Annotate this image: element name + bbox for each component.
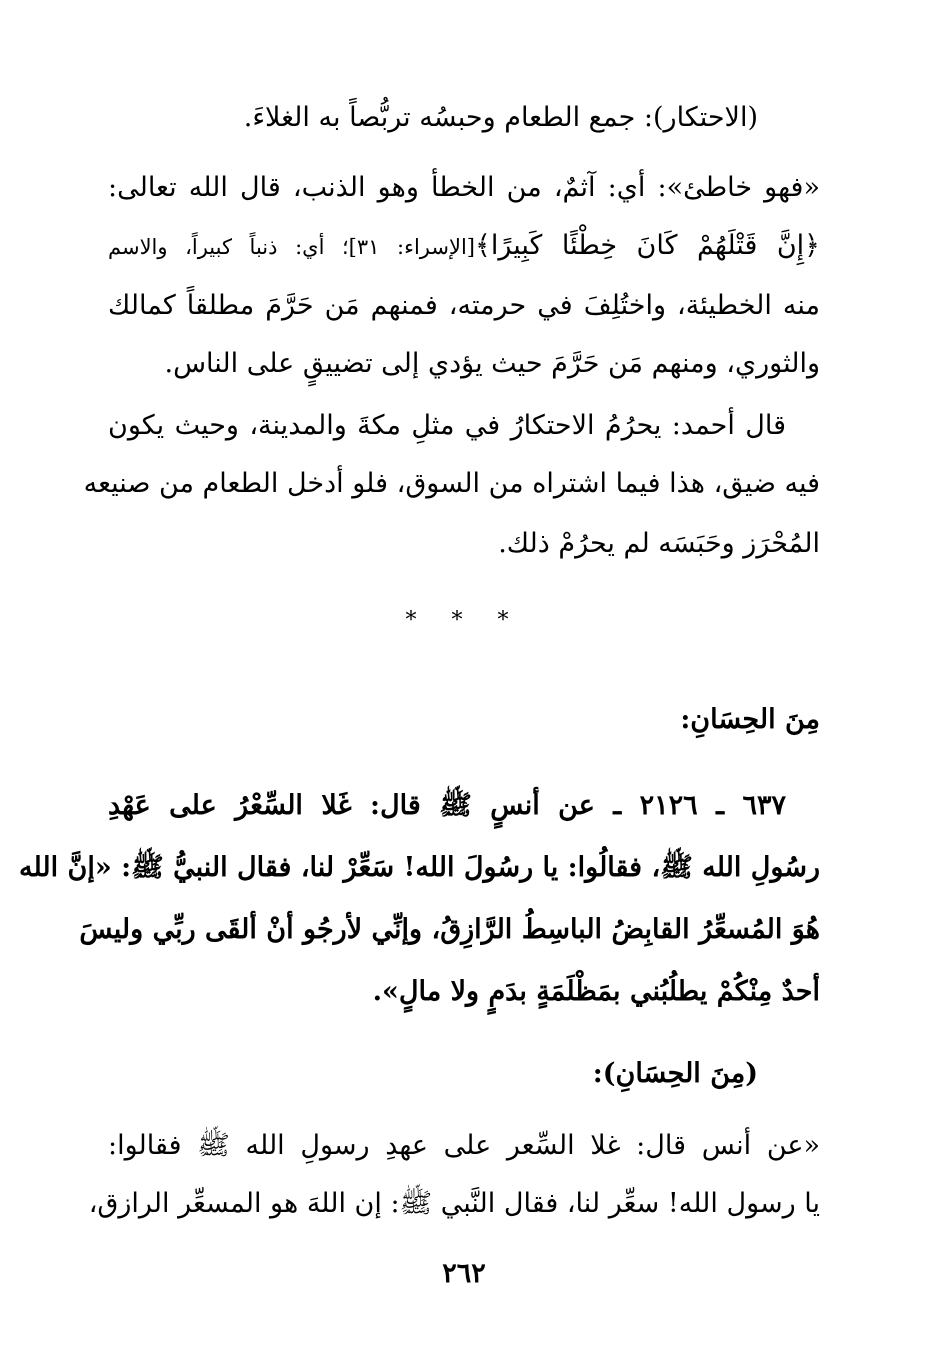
khati-line-3: منه الخطيئة، واختُلِفَ في حرمته، فمنهم مَن حَرَّمَ مطلقاً كمالك [108, 290, 820, 321]
section-heading: مِنَ الحِسَانِ: [680, 704, 820, 735]
verse-reference: [الإسراء: ٣١]؛ أي: ذنباً كبيراً، والاسم [108, 235, 475, 259]
commentary-heading: (مِنَ الحِسَانِ): [592, 1058, 758, 1089]
commentary-line-1: «عن أنس قال: غلا السِّعر على عهدِ رسولِ الله ﷺ فقالوا: [108, 1130, 820, 1161]
section-separator: * * * [405, 608, 523, 633]
quran-verse-line [108, 226, 820, 267]
ahmad-line-2: فيه ضيق، هذا فيما اشتراه من السوق، فلو أدخل الطعام من صنيعه [83, 468, 820, 499]
khati-line-1: «فهو خاطئ»: أي: آثمٌ، من الخطأ وهو الذنب، قال الله تعالى: [108, 172, 820, 203]
page-number: ٢٦٢ [442, 1258, 486, 1289]
khati-line-4: والثوري، ومنهم مَن حَرَّمَ حيث يؤدي إلى تضييقٍ على الناس. [164, 348, 820, 379]
hadith-line-1: ٦٣٧ ـ ٢١٢٦ ـ عن أنسٍ ﷺ قال: غَلا السِّعْرُ على عَهْدِ [108, 790, 786, 821]
commentary-line-2: يا رسول الله! سعِّر لنا، فقال النَّبي ﷺ: إن اللهَ هو المسعِّر الرازق، [88, 1188, 820, 1219]
hadith-line-3: هُوَ المُسعِّرُ القابِضُ الباسِطُ الرَّازِقُ، وإنِّي لأرجُو أنْ ألقَى ربِّي وليسَ [79, 914, 820, 945]
quran-verse: ﴿إِنَّ قَتْلَهُمْ كَانَ خِطْئًا كَبِيرًا﴾ [475, 230, 820, 261]
ahmad-line-3: المُحْرَز وحَبَسَه لم يحرُمْ ذلك. [498, 528, 820, 559]
ihtikar-text: (الاحتكار): جمع الطعام وحبسُه تربُّصاً به الغلاءَ. [243, 102, 758, 133]
ihtikar-definition [108, 98, 820, 138]
hadith-line-4: أحدٌ مِنْكُمْ يطلُبُني بمَظْلَمَةٍ بدَمٍ ولا مالٍ». [372, 976, 820, 1007]
book-page [18, 0, 820, 1372]
ahmad-line-1: قال أحمد: يحرُمُ الاحتكارُ في مثلِ مكةَ والمدينة، وحيث يكون [108, 410, 786, 441]
hadith-line-2: رسُولِ الله ﷺ، فقالُوا: يا رسُولَ الله! سَعِّرْ لنا، فقال النبيُّ ﷺ: «إنَّ الله [18, 852, 820, 883]
